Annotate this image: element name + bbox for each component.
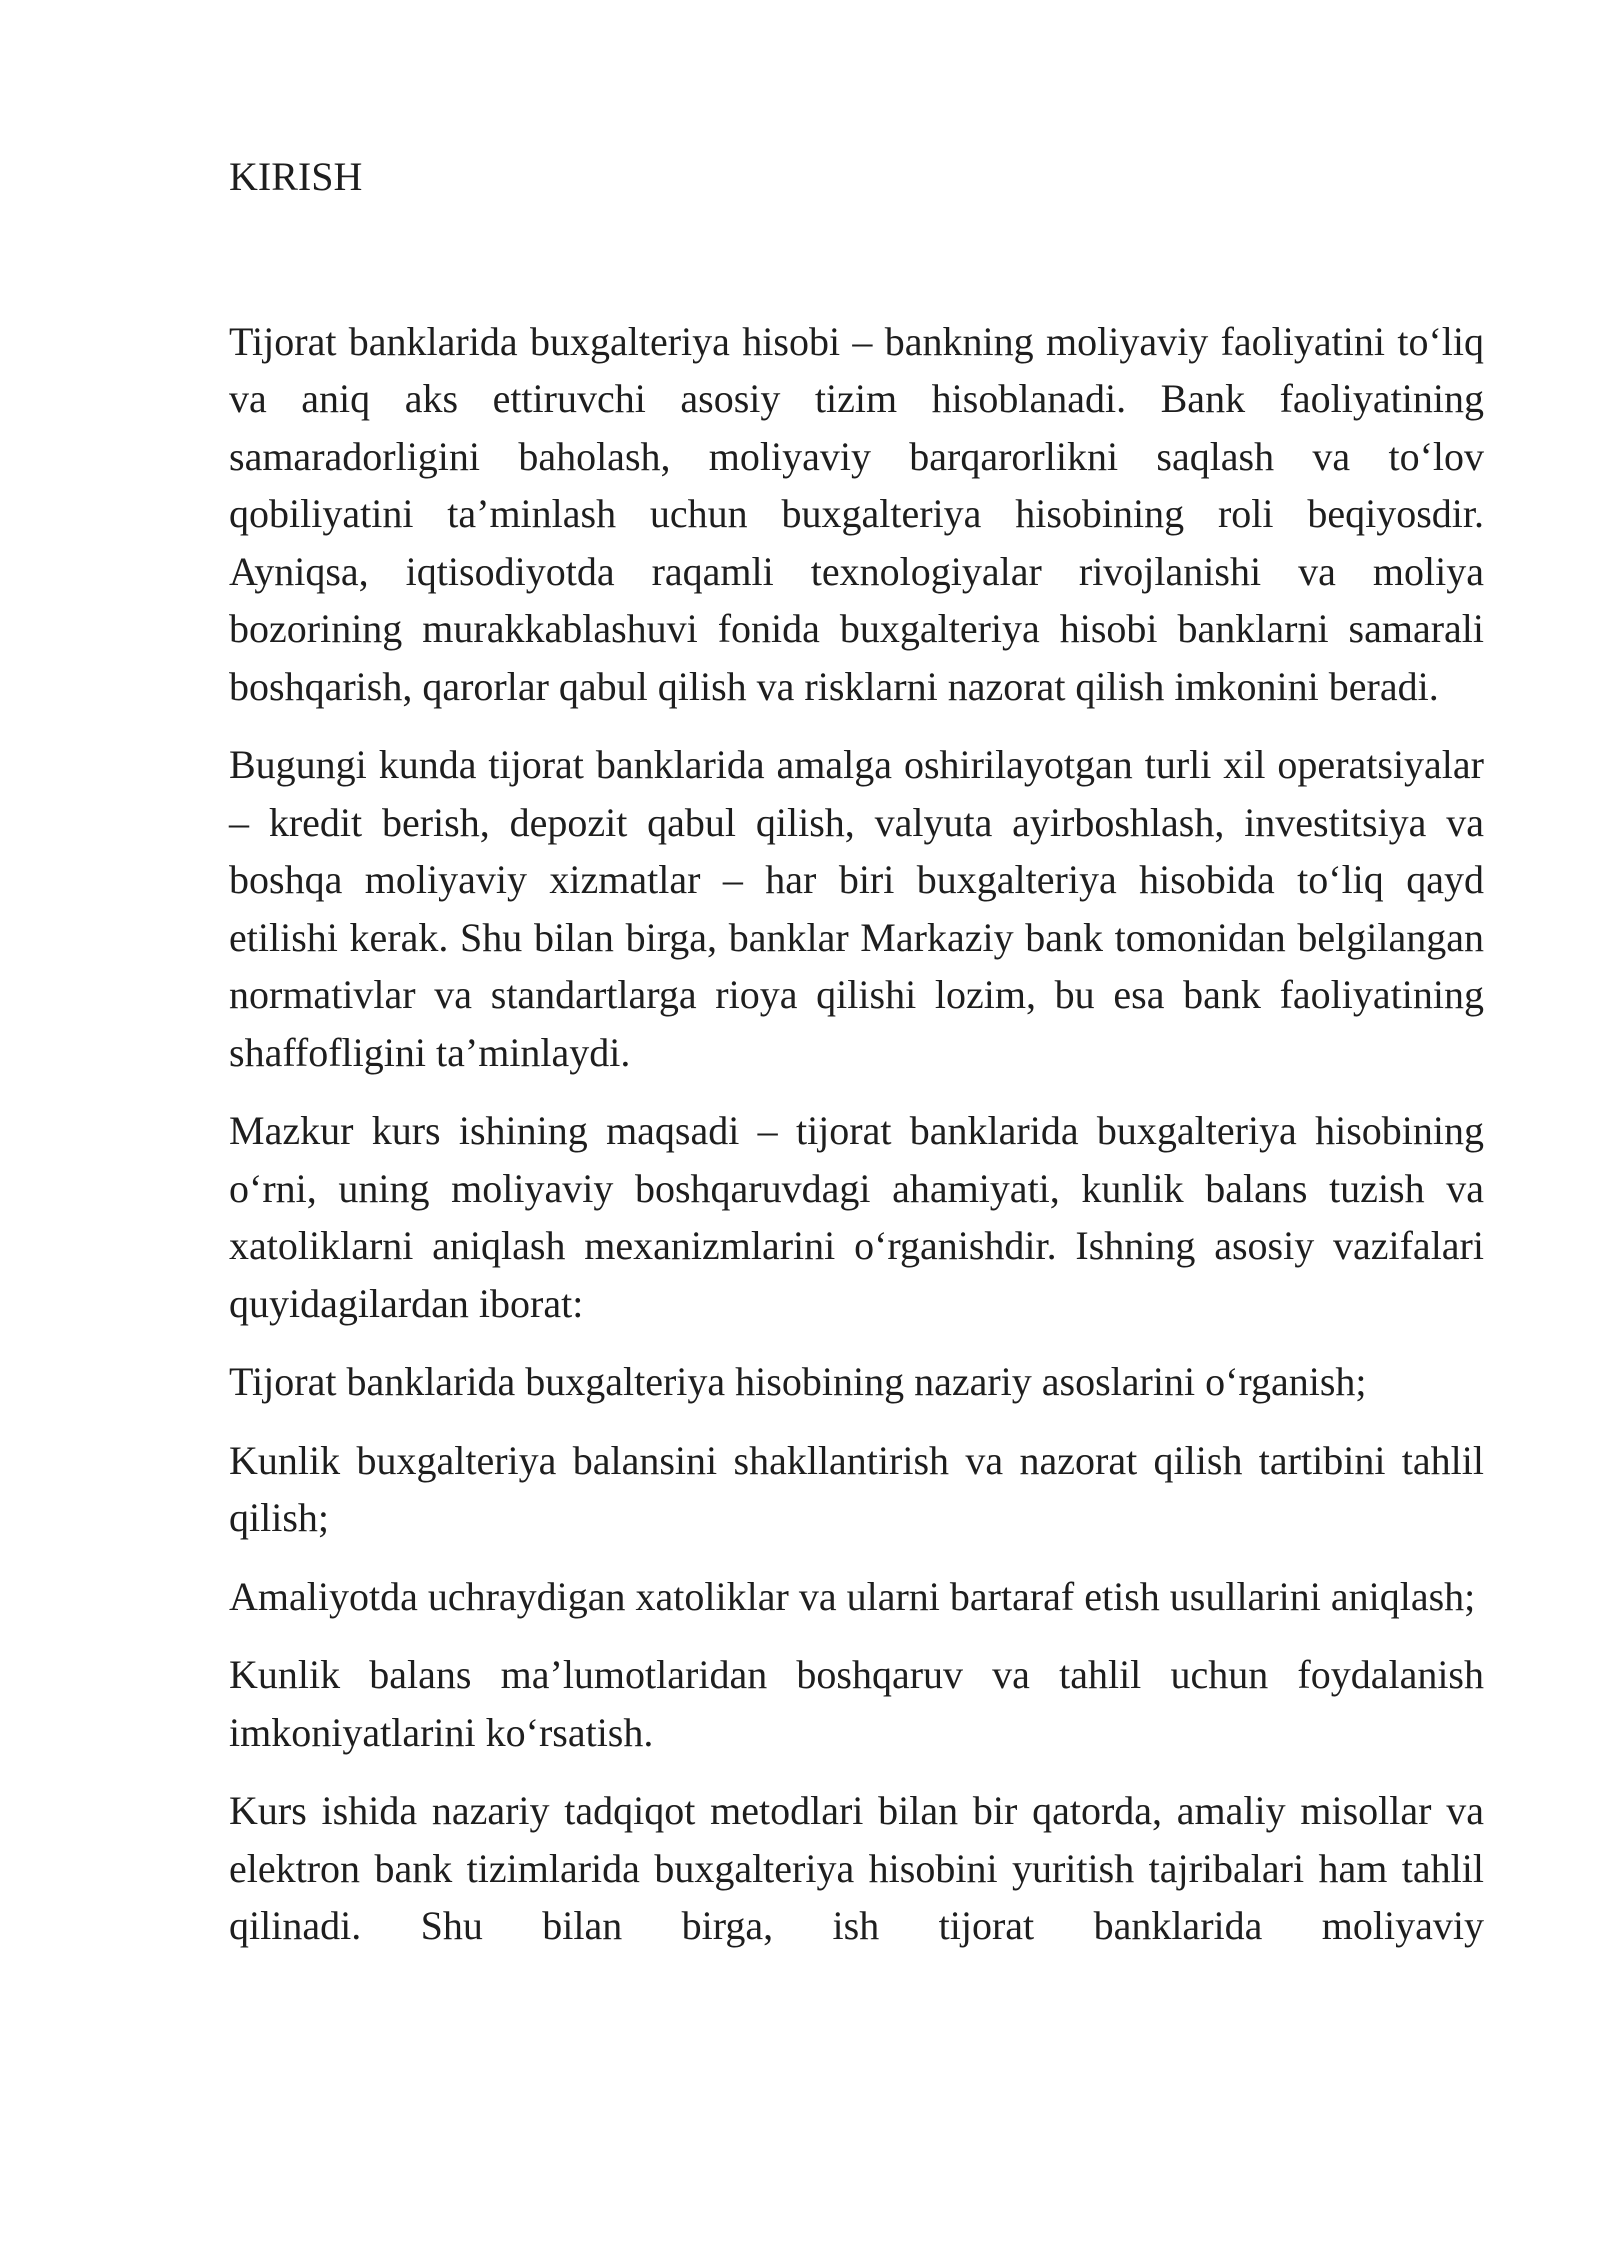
paragraph-introduction: Tijorat banklarida buxgalteriya hisobi – bankning moliyaviy faoliyatini to‘liq va aniq aks ettiruvchi asosiy tizim hisoblanadi. Bank faoliyatining samaradorligini baholash, moliyaviy barqarorlikni saqlash va to‘lov qobiliyatini ta’minlash uchun buxgalteriya hisobining roli beqiyosdir. Ayniqsa, iqtisodiyotda raqamli texnologiyalar rivojlanishi va moliya bozorining murakkablashuvi fonida buxgalteriya hisobi banklarni samarali boshqarish, qarorlar qabul qilish va risklarni nazorat qilish imkonini beradi.: [229, 318, 1484, 709]
paragraph-operations: Bugungi kunda tijorat banklarida amalga oshirilayotgan turli xil operatsiyalar – kredit berish, depozit qabul qilish, valyuta ayirboshlash, investitsiya va boshqa moliyaviy xizmatlar – har biri buxgalteriya hisobida to‘liq qayd etilishi kerak. Shu bilan birga, banklar Markaziy bank tomonidan belgilangan normativlar va standartlarga rioya qilishi lozim, bu esa bank faoliyatining shaffofligini ta’minlaydi.: [229, 742, 1484, 1075]
paragraph-methods: Kurs ishida nazariy tadqiqot metodlari bilan bir qatorda, amaliy misollar va elektron bank tizimlarida buxgalteriya hisobini yuritish tajribalari ham tahlil qilinadi. Shu bilan birga, ish tijorat banklarida moliyaviy: [229, 1788, 1484, 1948]
task-item-1: Tijorat banklarida buxgalteriya hisobining nazariy asoslarini o‘rganish;: [229, 1359, 1367, 1404]
task-item-3: Amaliyotda uchraydigan xatoliklar va ularni bartaraf etish usullarini aniqlash;: [229, 1573, 1476, 1619]
section-heading: KIRISH: [229, 154, 363, 199]
paragraph-aim: Mazkur kurs ishining maqsadi – tijorat banklarida buxgalteriya hisobining o‘rni, uning moliyaviy boshqaruvdagi ahamiyati, kunlik balans tuzish va xatoliklarni aniqlash mexanizmlarini o‘rganishdir. Ishning asosiy vazifalari quyidagilardan iborat:: [229, 1108, 1484, 1326]
document-body: [229, 148, 1484, 1955]
task-item-2: Kunlik buxgalteriya balansini shakllantirish va nazorat qilish tartibini tahlil qilish;: [229, 1437, 1484, 1540]
task-item-4: Kunlik balans ma’lumotlaridan boshqaruv va tahlil uchun foydalanish imkoniyatlarini ko‘rsatish.: [229, 1652, 1484, 1755]
